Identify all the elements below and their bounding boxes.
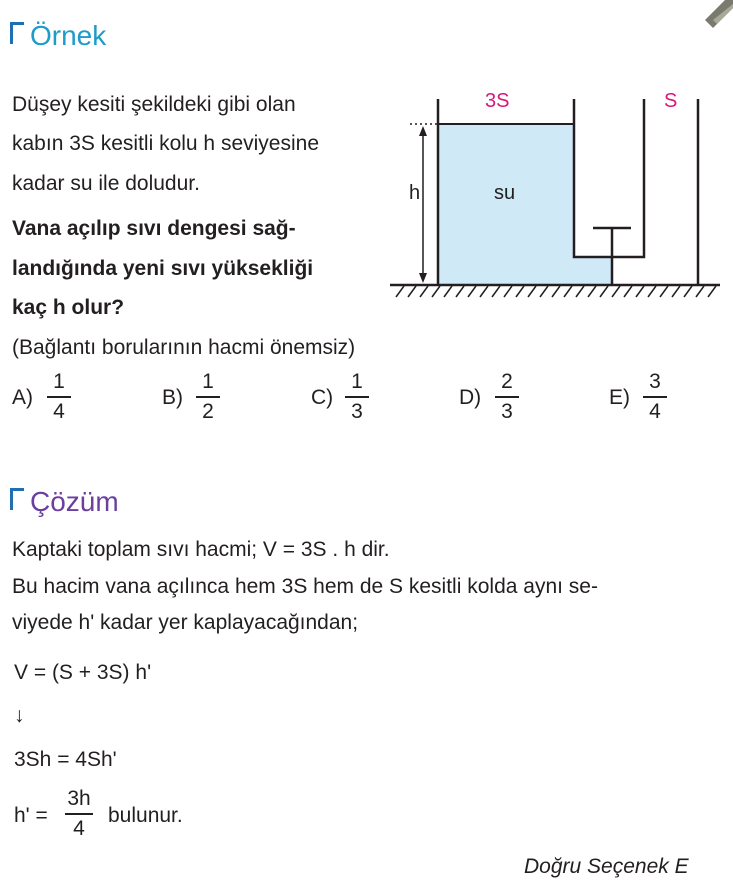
question-line: Vana açılıp sıvı dengesi sağ- [12,217,296,240]
h-arrow-top [419,126,427,136]
example-heading: Örnek [30,20,107,51]
result-fraction [62,787,96,841]
equation-balance: 3Sh = 4Sh' [14,748,117,771]
option-fraction [492,370,522,424]
ground-hatch [396,286,716,297]
option-fraction [44,370,74,424]
option-letter: C) [311,386,334,409]
question-line: landığında yeni sıvı yüksekliği [12,257,314,280]
option-fraction [193,370,223,424]
fraction-denominator: 4 [649,400,661,423]
paragraph-line: kabın 3S kesitli kolu h seviyesine [12,132,319,155]
solution-line: viyede h' kadar yer kaplayacağından; [12,611,359,634]
fraction-numerator: 3 [649,370,661,393]
fraction-bar [196,396,220,398]
fraction-numerator: 1 [53,370,65,393]
result-left: h' = [14,804,48,827]
correct-answer: Doğru Seçenek E [524,855,689,878]
fraction-denominator: 2 [202,400,214,423]
fraction-numerator: 1 [202,370,214,393]
fraction-denominator: 4 [53,400,65,423]
fraction-bar [47,396,71,398]
fraction-bar [643,396,667,398]
container-diagram [390,85,720,305]
label-s: S [664,90,678,112]
h-arrow-bottom [419,273,427,283]
option-letter: A) [12,386,33,409]
solution-heading: Çözüm [30,486,119,517]
fraction-numerator: 1 [351,370,363,393]
fraction-bar [495,396,519,398]
pencil-icon [703,0,733,30]
small-arm-inner-wall [574,99,644,257]
heading-marker [10,488,24,510]
solution-line: Bu hacim vana açılınca hem 3S hem de S kesitli kolda aynı se- [12,575,598,598]
option-letter: E) [609,386,630,409]
label-h: h [409,182,421,204]
fraction-bar [345,396,369,398]
equation-volume: V = (S + 3S) h' [14,661,152,684]
option-fraction [640,370,670,424]
question-note: (Bağlantı borularının hacmi önemsiz) [12,336,356,359]
option-letter: D) [459,386,482,409]
water-fill [438,124,574,285]
arrow-down-icon: ↓ [14,704,25,727]
solution-line: Kaptaki toplam sıvı hacmi; V = 3S . h dir. [12,538,390,561]
fraction-denominator: 4 [73,817,85,840]
paragraph-line: Düşey kesiti şekildeki gibi olan [12,93,296,116]
fraction-numerator: 3h [67,787,91,810]
option-fraction [342,370,372,424]
fraction-denominator: 3 [351,400,363,423]
fraction-bar [65,813,93,815]
label-su: su [494,182,516,204]
result-right: bulunur. [108,804,183,827]
pipe-water [574,257,612,285]
option-letter: B) [162,386,183,409]
paragraph-line: kadar su ile doludur. [12,172,200,195]
fraction-numerator: 2 [501,370,513,393]
question-line: kaç h olur? [12,296,125,319]
fraction-denominator: 3 [501,400,513,423]
heading-marker [10,22,24,44]
label-3s: 3S [485,90,510,112]
